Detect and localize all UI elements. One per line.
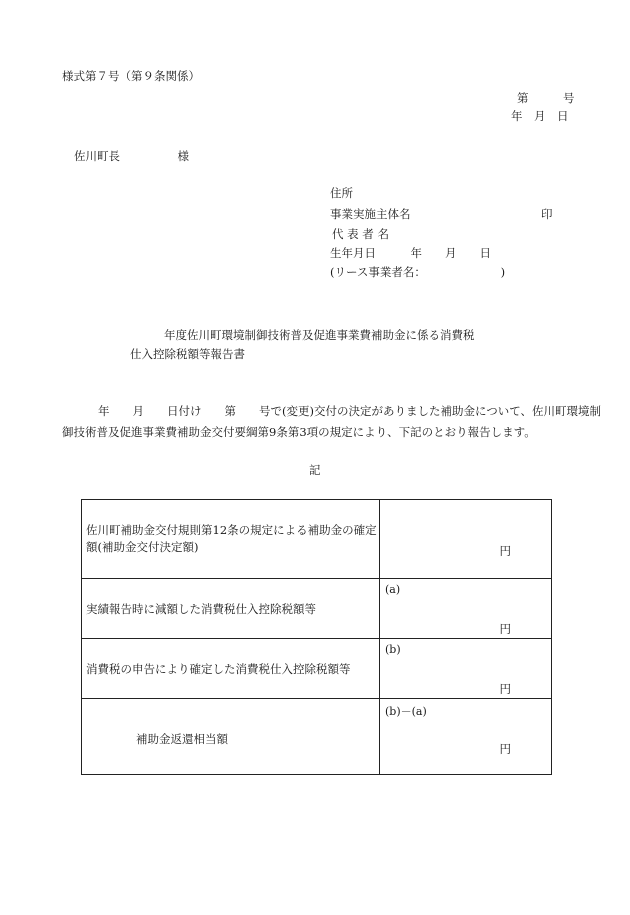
row-code: (b)－(a) <box>385 705 427 718</box>
refund-amount-label-cell <box>82 699 380 775</box>
reduced-tax-label-cell <box>82 579 380 639</box>
yen-unit: 円 <box>499 544 511 558</box>
refund-amount-value-cell <box>380 699 552 775</box>
confirmed-amount-label-cell <box>82 500 380 579</box>
row-code: (b) <box>385 643 401 656</box>
row-label <box>86 522 377 556</box>
lease-company-label: (リース事業者名： ) <box>330 265 506 279</box>
table-row <box>82 579 552 639</box>
yen-unit: 円 <box>499 682 511 696</box>
body-line1: 年 月 日付け 第 号で(変更)交付の決定がありました補助金について、佐川町環境制 <box>98 404 602 418</box>
birthdate-label: 生年月日 年 月 日 <box>330 246 491 260</box>
document-number-label: 第 号 <box>517 91 575 105</box>
row-label-line1: 佐川町補助金交付規則第12条の規定による補助金の確定 <box>86 523 377 537</box>
addressee: 佐川町長 様 <box>74 149 189 163</box>
yen-unit: 円 <box>499 622 511 636</box>
table-row <box>82 639 552 699</box>
table-row <box>82 699 552 775</box>
row-label: 補助金返還相当額 <box>136 732 228 746</box>
document-title-line1: 年度佐川町環境制御技術普及促進事業費補助金に係る消費税 <box>164 328 475 342</box>
reduced-tax-value-cell <box>380 579 552 639</box>
body-paragraph <box>62 401 602 443</box>
document-title-line2: 仕入控除税額等報告書 <box>130 347 245 361</box>
row-code: (a) <box>385 583 401 596</box>
row-label: 実績報告時に減額した消費税仕入控除税額等 <box>86 602 316 616</box>
report-table <box>81 499 552 775</box>
table-row <box>82 500 552 579</box>
row-label: 消費税の申告により確定した消費税仕入控除税額等 <box>86 662 351 676</box>
entity-name-label: 事業実施主体名 <box>330 207 411 221</box>
date-label: 年 月 日 <box>511 109 569 123</box>
representative-label: 代 表 者 名 <box>332 227 389 241</box>
row-label-line2: 額(補助金交付決定額) <box>86 540 199 554</box>
yen-unit: 円 <box>499 742 511 756</box>
seal-label: 印 <box>541 207 553 221</box>
ki-marker: 記 <box>309 463 321 477</box>
form-number: 様式第７号（第９条関係） <box>62 69 200 83</box>
address-label: 住所 <box>330 186 353 200</box>
confirmed-tax-value-cell <box>380 639 552 699</box>
confirmed-tax-label-cell <box>82 639 380 699</box>
body-line2: 御技術普及促進事業費補助金交付要綱第9条第3項の規定により、下記のとおり報告します。 <box>62 425 536 439</box>
confirmed-amount-value-cell <box>380 500 552 579</box>
